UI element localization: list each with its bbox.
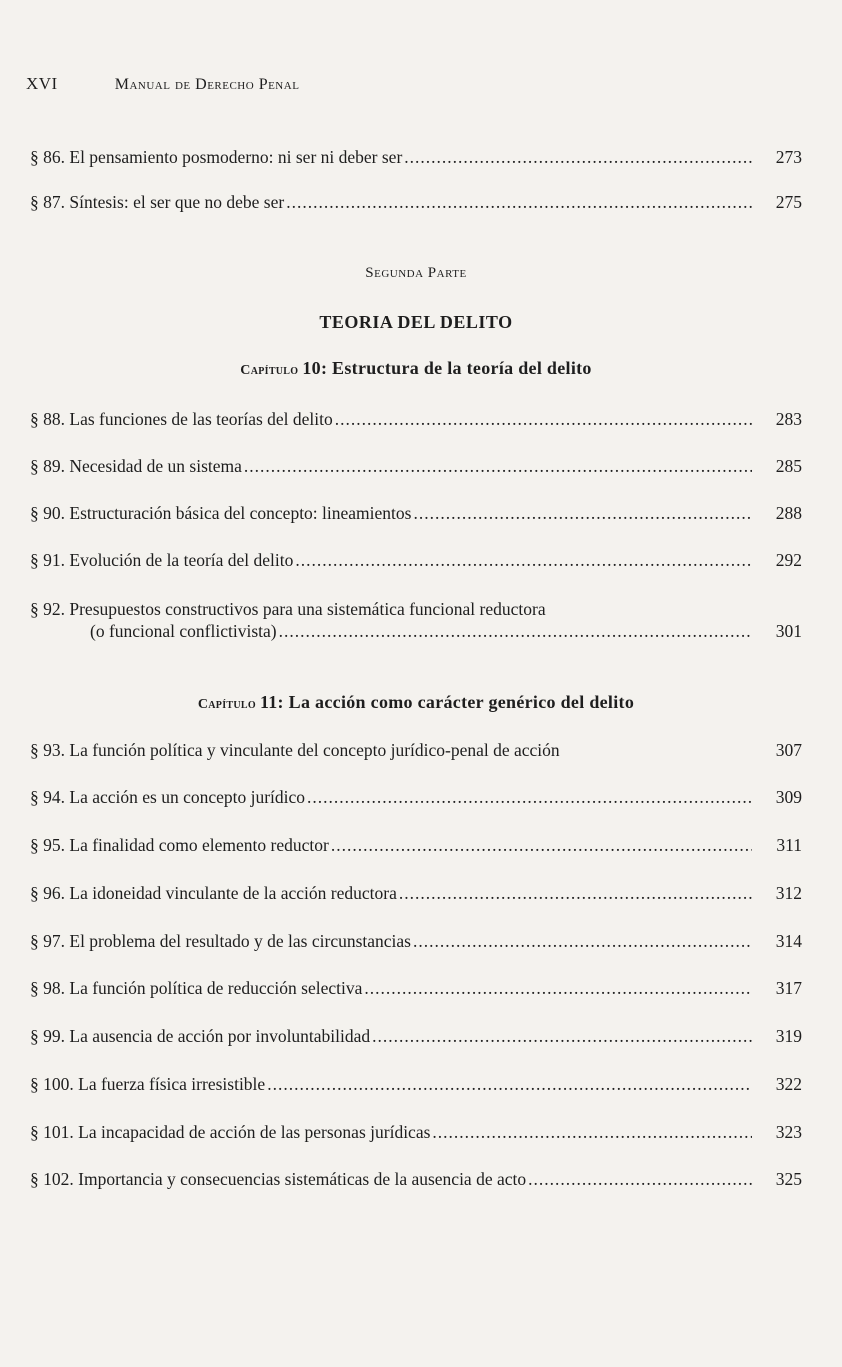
toc-entry-text: § 97. El problema del resultado y de las circunstancias: [30, 931, 411, 951]
toc-entry-88: [30, 408, 802, 430]
toc-entry-page: 285: [775, 456, 802, 476]
leader-dots: [295, 549, 752, 571]
toc-entry-page: 323: [775, 1122, 802, 1142]
toc-entry-text: § 101. La incapacidad de acción de las personas jurídicas: [30, 1122, 431, 1142]
toc-entry-page: 317: [775, 978, 802, 998]
toc-entry-text: § 102. Importancia y consecuencias sistemáticas de la ausencia de acto: [30, 1169, 527, 1189]
toc-entry-page: 288: [775, 503, 802, 523]
toc-entry-text: § 93. La función política y vinculante del concepto jurídico-penal de acción: [30, 740, 560, 760]
leader-dots: [528, 1168, 752, 1190]
toc-entry-page: 311: [776, 835, 802, 855]
toc-entry-page: 292: [775, 550, 802, 570]
toc-entry-90: [30, 502, 802, 524]
toc-entry-page: 283: [775, 409, 802, 429]
leader-dots: [335, 408, 752, 430]
toc-entry-text: § 94. La acción es un concepto jurídico: [30, 787, 306, 807]
toc-entry-96: [30, 882, 802, 904]
toc-entry-continuation: [30, 620, 802, 642]
toc-entry-page: 325: [775, 1169, 802, 1189]
toc-entry-94: [30, 786, 802, 808]
leader-dots: [372, 1025, 752, 1047]
toc-entry-text: § 87. Síntesis: el ser que no debe ser: [30, 192, 285, 212]
book-title: Manual de Derecho Penal: [114, 76, 300, 93]
toc-entry-99: [30, 1025, 802, 1047]
toc-entry-93: [30, 739, 802, 761]
toc-entry-text: § 90. Estructuración básica del concepto: lineamientos: [30, 503, 412, 523]
toc-entry-86: [30, 146, 802, 168]
toc-entry-87: [30, 191, 802, 213]
chapter-label: Capítulo: [240, 363, 299, 378]
toc-entry-page: 319: [775, 1026, 802, 1046]
running-head: [26, 74, 299, 94]
part-label: Segunda Parte: [365, 265, 467, 281]
toc-entry-101: [30, 1121, 802, 1143]
toc-entry-text: § 92. Presupuestos constructivos para una sistemática funcional reductora: [30, 599, 546, 619]
toc-entry-text: § 98. La función política de reducción selectiva: [30, 978, 363, 998]
leader-dots: [267, 1073, 752, 1095]
toc-entry-91: [30, 549, 802, 571]
leader-dots: [399, 882, 752, 904]
part-title: TEORIA DEL DELITO: [319, 312, 513, 332]
toc-entry-page: 307: [775, 740, 802, 760]
toc-entry-page: 314: [775, 931, 802, 951]
toc-entry-text: § 91. Evolución de la teoría del delito: [30, 550, 294, 570]
page-number: XVI: [26, 74, 58, 93]
leader-dots: [286, 191, 752, 213]
leader-dots: [279, 620, 752, 642]
toc-entry-text: § 86. El pensamiento posmoderno: ni ser ni deber ser: [30, 147, 403, 167]
toc-entry-text: § 100. La fuerza física irresistible: [30, 1074, 266, 1094]
chapter-title: 10: Estructura de la teoría del delito: [302, 358, 592, 378]
toc-entry-text: § 88. Las funciones de las teorías del delito: [30, 409, 333, 429]
toc-entry-page: 322: [775, 1074, 802, 1094]
toc-entry-page: 273: [775, 147, 802, 167]
toc-entry-page: 275: [775, 192, 802, 212]
chapter-label: Capítulo: [197, 697, 256, 712]
toc-entry-text: § 99. La ausencia de acción por involuntabilidad: [30, 1026, 371, 1046]
chapter-11-heading: [30, 692, 802, 713]
toc-entry-100: [30, 1073, 802, 1095]
toc-entry-text: § 89. Necesidad de un sistema: [30, 456, 242, 476]
chapter-title: 11: La acción como carácter genérico del delito: [259, 692, 635, 712]
chapter-10-heading: [30, 358, 802, 379]
toc-entry-102: [30, 1168, 802, 1190]
toc-entry-page: 312: [775, 883, 802, 903]
toc-entry-page: 309: [775, 787, 802, 807]
toc-entry-89: [30, 455, 802, 477]
toc-entry-92: [30, 598, 802, 642]
leader-dots: [244, 455, 752, 477]
leader-dots: [432, 1121, 752, 1143]
toc-entry-text: § 95. La finalidad como elemento reductor: [30, 835, 329, 855]
toc-entry-text: § 96. La idoneidad vinculante de la acción reductora: [30, 883, 397, 903]
leader-dots: [404, 146, 752, 168]
leader-dots: [413, 930, 752, 952]
toc-entry-text-line2: (o funcional conflictivista): [90, 621, 277, 641]
toc-entry-98: [30, 977, 802, 999]
leader-dots: [331, 834, 752, 856]
leader-dots: [307, 786, 752, 808]
toc-entry-page: 301: [775, 621, 802, 641]
toc-entry-97: [30, 930, 802, 952]
leader-dots: [413, 502, 752, 524]
leader-dots: [364, 977, 752, 999]
toc-entry-95: [30, 834, 802, 856]
